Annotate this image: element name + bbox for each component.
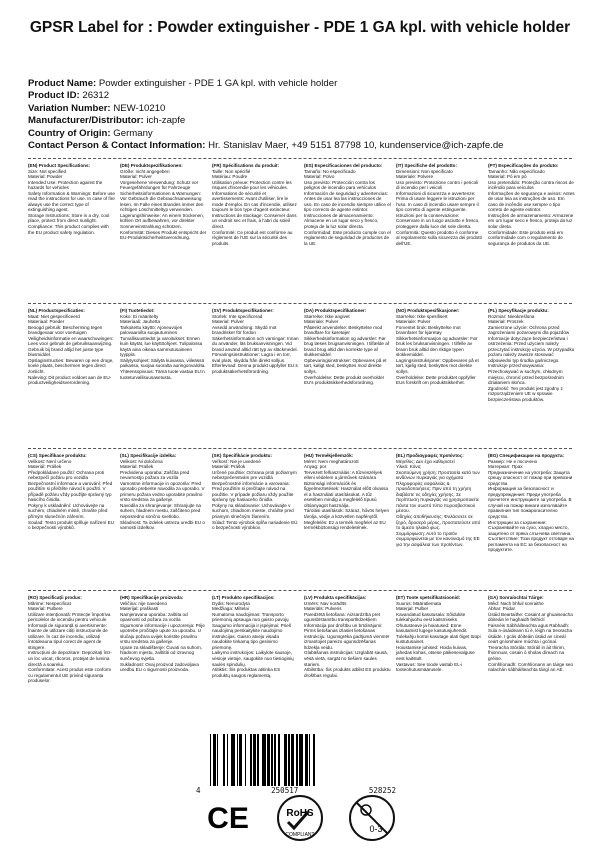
spec-block-sv: (SV) Produktspecifikationer: Storlek: Inte specificerad Material: Pulver Avsedd användning: Skydd mot brandrisker för fordon Säkerhetsinformation och varningar: Innan du använder, läs bruksanvisningen. Vid brand använd alltid rätt typ av släckmedel. Förvaringsinstruktioner: Lagra i en torr, sval plats, skydda från direkt solljus. Efterlevnad: Denna produkt uppfyller EU:s produktsäkerhetsförordning. [212, 308, 299, 375]
spec-block-el: (EL) Προδιαγραφές προϊόντος: Μέγεθος: Δεν έχει καθοριστεί Υλικό: Κόνις Σκοπούμενη χρήση: Προστασία κατά των κινδύνων πυρκαγιάς για οχήματα Πληροφορίες ασφαλείας & προειδοποιήσεις: Πριν από τη χρήση διαβάστε τις οδηγίες χρήσης. Σε περίπτωση πυρκαγιάς να χρησιμοποιείτε πάντα τον σωστό τύπο πυροσβεστικού μέσου. Οδηγίες αποθήκευσης: Φυλάσσετε σε ξηρό, δροσερό μέρος, προστατεύστε από το άμεσο ηλιακό φως. Συμμόρφωση: Αυτό το προϊόν συμμορφώνεται με τον κανονισμό της ΕΕ για την ασφάλεια των προϊόντων. [396, 453, 481, 547]
info-row-product-id: Product ID: 26312 [28, 90, 110, 102]
spec-block-de: (DE) Produktspezifikationen: Größe: nicht angegeben Material: Pulver Vorgesehene Verwendung: Schutz vor Feuergefährdungen für Fahrzeuge Sicherheitsinformationen & Warnungen: Vor Gebrauch die Gebrauchsanweisung lesen. Im Falle eines Brandes immer den richtigen Löschmitteltyp verwenden. Lagerungshinweise: An einem trockenen, kühlen Ort aufbewahren, vor direkter Sonneneinstrahlung schützen. Konformität: Dieses Produkt entspricht der EU-Produktsicherheitsverordnung. [120, 163, 207, 241]
ean-barcode [196, 734, 396, 796]
spec-row-2 [28, 308, 580, 402]
product-info [28, 78, 588, 152]
spec-block-pl: (PL) Specyfikacje produktu: Rozmiar: Nieokreślona Materiał: Proszek Zamierzone użycie: Ochrona przed zagrożeniami pożarowymi dla pojazdów Informacje dotyczące bezpieczeństwa i ostrzeżenia: Przed użyciem należy przeczytać instrukcję użycia. W przypadku pożaru należy zawsze stosować odpowiedni typ środka gaśniczego. Instrukcje przechowywania: Przechowywać w suchym, chłodnym miejscu, chronić przed bezpośrednim działaniem słońca. Zgodność: Ten produkt jest zgodny z rozporządzeniem UE w sprawie bezpieczeństwa produktów. [488, 308, 575, 402]
barcode-bars [210, 734, 388, 786]
divider [28, 590, 572, 591]
divider [28, 158, 572, 159]
barcode-digits: 4 250517 528252 [196, 786, 396, 795]
info-row-contact: Contact Person & Contact Information: Hr. Stanislav Maer, +49 5151 87798 10, kundenservice@ich-zapfe.de [28, 140, 504, 152]
spec-block-it: (IT) Specifiche del prodotto: Dimensioni: Non specificato Materiale: Polvere Uso previsto: Protezione contro i pericoli di incendio per i veicoli Informazioni di sicurezza e avvertenze: Prima di usare leggere le istruzioni per l'uso. In caso di incendio usare sempre il tipo corretto di agente estinguente. Istruzioni per la conservazione: Conservare in un luogo asciutto e fresco, proteggere dalla luce del sole diretta. Conformità: Questo prodotto è conforme al regolamento sulla sicurezza dei prodotti dell'UE. [396, 163, 482, 246]
info-row-product-name: Product Name: Powder extinguisher - PDE 1 GA kpl. with vehicle holder [28, 78, 338, 89]
compliance-icons [0, 792, 600, 848]
age-warning-icon [350, 796, 394, 840]
spec-block-cs: (CS) Specifikace produktu: Velikost: Není určeno Materiál: Prášek Předpokládané použití: Ochrana proti nebezpečí požáru pro vozidla Bezpečnostní informace a varování: Před použitím si přečtěte návod k použití. V případě požáru vždy použijte správný typ hasicího činidla. Pokyny k uskladnění: Uchovávejte na suchém, chladném místě, chraňte před přímým slunečním zářením. Soulad: Tento produkt splňuje nařízení EU o bezpečnosti výrobků. [28, 453, 114, 531]
spec-block-sl: (SL) Specifikacije izdelka: Velikost: Ni določena Material: Prašek Predvidena uporaba: Zaščita pred nevarnostjo požara za vozila Varnostne informacije in opozorila: Pred uporabo preberite navodila za uporabo. V primeru požara vedno uporabite pravilno vrsto sredstva za gašenje. Navodila za shranjevanje: Shranjujte na suhem, hladnem mestu, zaščiteno pred neposredno sončno svetlobo. Skladnost: Ta izdelek ustreza uredbi EU o varnosti izdelkov. [120, 453, 205, 531]
svg-text:COMPLIANT: COMPLIANT [285, 832, 315, 838]
spec-block-es: (ES) Especificaciones del producto: Tamaño: No especificado Material: Polvo Uso previsto: Protección contra los peligros de incendio para vehículos Información de seguridad y advertencias: Antes de usar lea las instrucciones de uso. En caso de incendio siempre utilice el tipo correcto de agente extintor. Instrucciones de almacenamiento: Almacene en un lugar seco y fresco, proteja de la luz solar directa. Conformidad: Este producto cumple con el reglamento de seguridad de productos de la UE. [304, 163, 391, 246]
svg-text:CE: CE [207, 802, 249, 835]
spec-block-sk: (SK) Špecifikácie produktu: Veľkosť: Nie je uvedené Materiál: Prášok Určené použitie: Ochrana proti požiarnym nebezpečenstvám pre vozidlá Bezpečnostné informácie a varovania: Pred použitím si prečítajte návod na použitie. V prípade požiaru vždy použite správny typ hasiaceho činidla. Pokyny na skladovanie: Uchovávajte v suchom, chladnom mieste, chráňte pred priamym slnečným žiarením. Súlad: Tento výrobok spĺňa nariadenie EÚ o bezpečnosti výrobkov. [212, 453, 298, 531]
spec-row-4 [28, 595, 580, 684]
spec-block-lv: (LV) Produkta specifikācijas: Izmērs: Nav norādīts Materiāls: Pulveris Paredzētā lietošana: Aizsardzība pret ugunsbīstamību transportlīdzekļiem Informācija par drošību un brīdinājumi: Pirms lietošanas izlasiet lietošanas instrukciju. Ugunsgrēka gadījumā vienmēr izmantojiet pareizo ugunsdzēšanas līdzekļa veidu. Glabāšanas instrukcijas: Uzglabāt sausā, vēsā vietā, sargāt no tiešiem saules stariem. Atbilstība: Šis produkts atbilst ES produktu drošības regulai. [304, 595, 391, 678]
divider [28, 448, 572, 449]
spec-block-no: (NO) Produktspesifikasjoner: Størrelse: Ikke spesifisert Materiale: Pulver Forventet bruk: Beskyttelse mot brannfarer for kjøretøy Sikkerhetsinformasjon og advarsler: Før bruk les bruksanvisningen. I tilfelle av brann bruk alltid den riktige typen slokkemiddel. Lagringsinstruksjoner: Oppbevares på et tørt, kjølig sted, beskyttes mot direkte sollys. Overholdelse: Dette produktet oppfyller EUs forskrift om produktsikkerhet. [396, 308, 479, 386]
info-row-country: Country of Origin: Germany [28, 127, 153, 139]
info-row-manufacturer: Manufacturer/Distributor: ich-zapfe [28, 115, 186, 127]
ce-mark-icon [207, 802, 249, 835]
svg-text:0-3: 0-3 [369, 824, 383, 834]
spec-block-lt: (LT) Produkto specifikacijos: Dydis: Nenurodyta Medžiaga: Miltelai Numatoma naudojimas: Transporto priemonių apsauga nuo gaisro pavojų Saugumo informacija ir įspėjimai: Prieš naudojimą perskaitykite naudojimo instrukcijas. Gaisro atveju visada naudokite tinkamą tipo gesinimo priemonę. Laikymo instrukcijos: Laikykite sausoje, vėsioje vietoje, saugokite nuo tiesioginių saulės spindulių. Atitiktis: Šis produktas atitinka ES produktų saugos reglamentą. [212, 595, 294, 678]
spec-block-hr: (HR) Specifikacije proizvoda: Veličina: nije navedeno Materijal: praškasti Namjeravana uporaba: zaštita od opasnosti od požara za vozila Sigurnosne informacije i upozorenja: Prije upotrebe pročitajte upute za uporabu. U slučaju požara uvijek koristite pravilnu vrstu sredstva za gašenje. Upute za skladištenje: Čuvati na suhom, hladnom mjestu, zaštititi od izravnog sunčevog svjetla. Sukladnost: Ovaj proizvod zadovoljava uredbu EU o sigurnosti proizvoda. [120, 595, 205, 673]
spec-block-fr: (FR) Spécifications du produit: Taille: Non spécifié Matériau: Poudre Utilisation prévue: Protection contre les risques d'incendie pour les véhicules. Informations de sécurité et avertissements: Avant d'utiliser, lire le mode d'emploi. En cas d'incendie, utilisez toujours le bon type d'agent extincteur. Instructions de stockage: Conserver dans un endroit sec et frais, à l'abri du soleil direct. Conformité: Ce produit est conforme au règlement de l'UE sur la sécurité des produits. [212, 163, 297, 246]
spec-block-en: (EN) Product Specifications: Size: Not specified Material: Powder Intended Use: Protection against the hazards for vehicles Safety Information & Warnings: Before use read the instructions for use. In case of fire always use the correct type of extinguishing agent. Storage Instructions: Store in a dry, cool place, protect from direct sunlight. Compliance: This product complies with the EU product safety regulation. [28, 163, 115, 235]
spec-row-3 [28, 453, 580, 553]
divider [28, 303, 572, 304]
spec-block-nl: (NL) Productspecificaties: Maat: Niet gespecificeerd Materiaal: Poeder Beoogd gebruik: Bescherming tegen brandgevaar voor voertuigen Veiligheidsinformatie en waarschuwingen: Lees voor gebruik de gebruiksaanwijzing. Gebruik bij brand altijd het juiste type blusmiddel. Opslaginstructies: Bewaren op een droge, koele plaats, beschermen tegen direct zonlicht. Naleving: Dit product voldoet aan de EU-productveiligheidsverordening. [28, 308, 114, 386]
spec-row-1 [28, 163, 580, 246]
spec-block-da: (DA) Produktspecifikationer: Størrelse: Ikke angivet Materiale: Pulver Påtænkt anvendelse: Beskyttelse mod brandfare for køretøjer Sikkerhedsinformation og advarsler: Før brug læses brugsanvisningen. I tilfælde af brand brug altid den korrekte type af slukkemiddel. Opbevaringsinstrukser: Opbevares på et tørt, køligt sted, beskyttes mod direkte sollys. Overholdelse: Dette produkt overholder EU's produktsikkerhedsforordning. [304, 308, 390, 386]
spec-block-bg: (BG) Спецификации на продукта: Размер: Не е посочено Материал: Прах Предназначение на употреба: Защита срещу опасност от пожар при превозни средства Информация за безопасност и предупреждения: Преди употреба прочетете инструкциите за употреба. В случай на пожар винаги използвайте правилния тип пожарогасително средство. Инструкции за съхранение: Съхранявайте на сухо, хладно място, защитено от пряка слънчева светлина. Съответствие: Този продукт отговаря на регламента на ЕС за безопасност на продуктите. [488, 453, 574, 553]
spec-block-ro: (RO) Specificații produs: Mărime: Nespecificat Material: Pulbere Utilizare intenționată: Protecție împotriva pericolelor de incendiu pentru vehicule Informații de siguranță și avertismente: Înainte de utilizare citiți instrucțiunile de utilizare. În caz de incendiu, utilizați întotdeauna tipul corect de agent de stingere. Instrucțiuni de depozitare: Depozitați într-un loc uscat, răcoros, protejat de lumina directă a soarelui. Conformitate: Acest produs este conform cu regulamentul UE privind siguranța produselor. [28, 595, 112, 684]
svg-text:RoHS: RoHS [286, 808, 314, 819]
spec-block-fi: (FI) Tuotetiedot: Koko: Ei määritelty Materiaali: Jauhetta Tarkoitettu käyttö: Ajoneuvojen palovaaroilta suojautuminen Turvallisuustiedot ja varoitukset: Ennen kuin käytät, lue käyttöohjeet. Tulipalossa käytä aina oikeaa sammutusaineen tyyppiä. Säilytysohjeet: Säilytä kuivassa, viileässä paikassa, suojaa suoralta auringonvalolta. Yhteensopivuus: Tämä tuote vastaa EU:n tuoteturvallisuusasetusta. [120, 308, 206, 380]
barcode-stripe [315, 734, 316, 786]
spec-block-ga: (GA) Sonraíochtaí Táirge: Méid: Nach bhfuil sonraithe Ábhar: Púdar Úsáid Beartaithe: Cosaint ar ghuaiseacha dóiteáin le haghaidh feithiclí Faisnéis Sábháilteachta agus Rabhadh: Sula n-úsáideann tú é, léigh na treoracha úsáide. I gcás dóiteáin úsáid an cineál ceart gníomhaire múchta i gcónaí. Treoracha Stórála: Stóráil in áit thirim, fhionnuar, cosain ó sholas díreach na gréine. Comhlíonadh: Comhlíonann an táirge seo rialachán sábháilteachta táirgí an AE. [488, 595, 574, 673]
spec-block-hu: (HU) Termékjellemzők: Méret: Nem meghatározott Anyag: por Tervezett felhasználás: A tűzveszélyek elleni védelem a járművek számára Biztonsági információk és figyelmeztetések: Használat előtt olvassa el a használati utasításokat. A tűz esetében mindig a megfelelő típusú oltóanyagot használja. Tárolási utasítások: Száraz, hűvös helyen tárolja, védje a közvetlen napfénytől. Megfelelés: Ez a termék megfelel az EU termékbiztonsági rendeletének. [304, 453, 390, 531]
info-row-variation: Variation Number: NEW-10210 [28, 102, 166, 114]
spec-block-pt: (PT) Especificações do produto: Tamanho: Não especificado Material: Pó em pó Uso pretendido: Proteção contra riscos de incêndio para veículos Informações de segurança e avisos: Antes de usar leia as instruções de uso. Em caso de incêndio use sempre o tipo correto de agente extintor. Instruções de armazenamento: Armazene em um lugar seco e fresco, proteja da luz solar direta. Conformidade: Este produto está em conformidade com o regulamento de segurança de produtos da UE. [488, 163, 575, 246]
rohs-icon [278, 796, 322, 840]
page-title: GPSR Label for : Powder extinguisher - PDE 1 GA kpl. with vehicle holder [29, 19, 571, 36]
spec-block-et: (ET) Toote spetsifikatsioonid: Suurus: Määratlemata Materjal: Pulber Kavandatud kasutusala: Sõidukite tulekahjuohu eest kaitsmiseks Ohutusteave ja hoiatused: Enne kasutamist lugege kasutusjuhendit. Tulekahju korral kasutage alati õiget tüüpi kustutusainet. Hoiustamise juhised: Hoida kuivas, jahedas kohas, otsese päikesevalguse eest kaitstult. Vastavus: See toode vastab EL-i tooteohutusmäärusele. [396, 595, 481, 673]
